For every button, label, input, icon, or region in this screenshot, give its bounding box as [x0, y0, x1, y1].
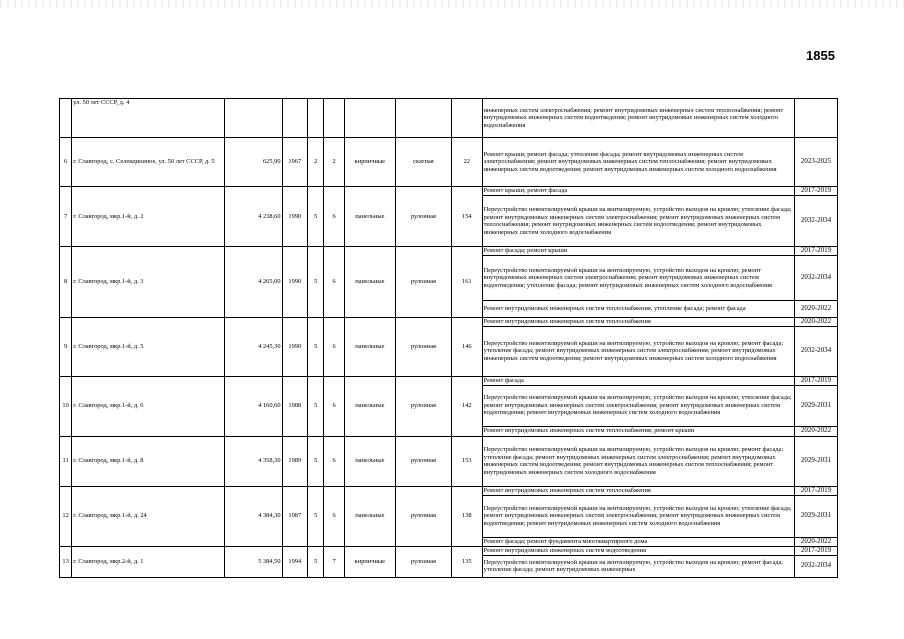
period-cell: 2017-2019 [795, 546, 838, 555]
period-cell: 2020-2022 [795, 426, 838, 436]
repair-works-cell: Переустройство невентилируемой крыши на вентилируемую, устройство выходов на кровлю; ремонт внутридомовых инженерных систем электроснабжения; ремонт внутридомовых инженерных систем водоотведения; утепление фасада; ремонт внутридомовых инженерных систем холодного водоснабжения [482, 256, 794, 301]
page-number: 1855 [806, 48, 835, 63]
repair-works-cell: Ремонт крыши; ремонт фасада [482, 187, 794, 196]
period-cell: 2032-2034 [795, 256, 838, 301]
table-row [60, 247, 838, 256]
repair-works-cell: Ремонт внутридомовых инженерных систем теплоснабжения [482, 486, 794, 495]
row-number: 9 [60, 318, 72, 377]
row-number: 13 [60, 546, 72, 577]
wall-material-cell: панельные [344, 187, 395, 247]
floors-cell [308, 99, 324, 138]
table-row [60, 187, 838, 196]
floors-cell: 5 [308, 546, 324, 577]
area-cell: 625,90 [225, 138, 282, 187]
period-cell: 2020-2022 [795, 301, 838, 318]
scan-edge-noise [0, 0, 904, 8]
area-cell: 4 160,60 [225, 376, 282, 436]
address-cell: г. Славгород, мкр.1-й, д. 5 [72, 318, 225, 377]
entrances-cell: 6 [324, 376, 344, 436]
address-cell: г. Славгород, с. Селекционное, ул. 50 лет СССР, д. 5 [72, 138, 225, 187]
year-cell: 1990 [282, 247, 308, 318]
repair-works-cell: Ремонт внутридомовых инженерных систем теплоснабжения [482, 318, 794, 327]
repair-works-cell: Переустройство невентилируемой крыши на вентилируемую, устройство выходов на кровлю; утепление фасада; ремонт внутридомовых инженерных систем электроснабжения; ремонт внутридомовых инженерных систем водоотведения; ремонт внутридомовых инженерных систем холодного водоснабжения [482, 495, 794, 537]
floors-cell: 5 [308, 376, 324, 436]
wall-material-cell: панельные [344, 376, 395, 436]
repair-works-cell: Ремонт внутридомовых инженерных систем водоотведения [482, 546, 794, 555]
residents-cell: 135 [452, 546, 483, 577]
roof-type-cell: рулонная [395, 318, 451, 377]
roof-type-cell: рулонная [395, 436, 451, 486]
area-cell [225, 99, 282, 138]
floors-cell: 5 [308, 187, 324, 247]
address-cell: г. Славгород, мкр.1-й, д. 3 [72, 247, 225, 318]
floors-cell: 5 [308, 436, 324, 486]
year-cell: 1987 [282, 486, 308, 546]
entrances-cell: 6 [324, 436, 344, 486]
period-cell: 2032-2034 [795, 196, 838, 247]
area-cell: 4 358,30 [225, 436, 282, 486]
wall-material-cell: панельные [344, 318, 395, 377]
roof-type-cell: скатная [395, 138, 451, 187]
residents-cell: 161 [452, 247, 483, 318]
table-row [60, 99, 838, 138]
floors-cell: 5 [308, 486, 324, 546]
repair-works-cell: Ремонт внутридомовых инженерных систем теплоснабжения, утепление фасада; ремонт фасада [482, 301, 794, 318]
period-cell: 2017-2019 [795, 486, 838, 495]
period-cell: 2032-2034 [795, 555, 838, 577]
entrances-cell [324, 99, 344, 138]
repair-works-cell: Переустройство невентилируемой крыши на вентилируемую, устройство выходов на кровлю; ремонт фасада; утепление фасада; ремонт внутридомовых инженерных систем электроснабжения; ремонт внутридомовых инженерных систем водоотведения; ремонт внутридомовых инженерных систем холодного водоснабжения [482, 326, 794, 376]
repair-works-cell: Переустройство невентилируемой крыши на вентилируемую, устройство выходов на кровлю; ремонт фасада; утепление фасада; ремонт внутридомовых инженерных систем электроснабжения; ремонт внутридомовых инженерных систем водоотведения; ремонт внутридомовых инженерных систем теплоснабжения; ремонт внутридомовых инженерных систем холодного водоснабжения [482, 436, 794, 486]
roof-type-cell: рулонная [395, 486, 451, 546]
area-cell: 4 384,30 [225, 486, 282, 546]
roof-type-cell: рулонная [395, 187, 451, 247]
period-cell: 2020-2022 [795, 537, 838, 546]
year-cell: 1990 [282, 187, 308, 247]
year-cell: 1989 [282, 436, 308, 486]
capital-repair-table [59, 98, 838, 578]
period-cell: 2017-2019 [795, 187, 838, 196]
wall-material-cell: панельные [344, 486, 395, 546]
residents-cell: 142 [452, 376, 483, 436]
address-cell: г. Славгород, мкр.2-й, д. 1 [72, 546, 225, 577]
row-number: 11 [60, 436, 72, 486]
entrances-cell: 6 [324, 247, 344, 318]
table-row [60, 436, 838, 486]
floors-cell: 5 [308, 318, 324, 377]
period-cell: 2029-2031 [795, 495, 838, 537]
year-cell: 1994 [282, 546, 308, 577]
repair-works-cell: Переустройство невентилируемой крыши на вентилируемую, устройство выходов на кровлю; утепление фасада; ремонт внутридомовых инженерных систем электроснабжения; ремонт внутридомовых инженерных систем водоотведения; ремонт внутридомовых инженерных систем холодного водоснабжения [482, 385, 794, 426]
period-cell: 2023-2025 [795, 138, 838, 187]
wall-material-cell: кирпичные [344, 546, 395, 577]
entrances-cell: 6 [324, 318, 344, 377]
area-cell: 4 245,30 [225, 318, 282, 377]
wall-material-cell: кирпичные [344, 138, 395, 187]
repair-works-cell: Ремонт фасада; ремонт фундамента многоквартирного дома [482, 537, 794, 546]
repair-works-cell: Ремонт фасада; ремонт крыши [482, 247, 794, 256]
year-cell: 1967 [282, 138, 308, 187]
roof-type-cell: рулонная [395, 546, 451, 577]
entrances-cell: 6 [324, 187, 344, 247]
area-cell: 4 238,60 [225, 187, 282, 247]
roof-type-cell [395, 99, 451, 138]
area-cell: 5 384,50 [225, 546, 282, 577]
row-number: 7 [60, 187, 72, 247]
wall-material-cell: панельные [344, 436, 395, 486]
entrances-cell: 6 [324, 486, 344, 546]
year-cell [282, 99, 308, 138]
table-row [60, 546, 838, 555]
residents-cell: 22 [452, 138, 483, 187]
residents-cell: 153 [452, 436, 483, 486]
residents-cell: 138 [452, 486, 483, 546]
year-cell: 1990 [282, 318, 308, 377]
repair-works-cell: Переустройство невентилируемой крыши на вентилируемую, устройство выходов на кровлю; ремонт фасада; утепление фасада; ремонт внутридомовых инженерных [482, 555, 794, 577]
address-cell: г. Славгород, мкр.1-й, д. 24 [72, 486, 225, 546]
period-cell: 2029-2031 [795, 436, 838, 486]
entrances-cell: 7 [324, 546, 344, 577]
row-number: 10 [60, 376, 72, 436]
residents-cell: 154 [452, 187, 483, 247]
repair-works-cell: Переустройство невентилируемой крыши на вентилируемую, устройство выходов на кровлю; утепление фасада; ремонт внутридомовых инженерных систем электроснабжения; ремонт внутридомовых инженерных систем теплоснабжения; ремонт внутридомовых инженерных систем водоотведения; ремонт внутридомовых инженерных систем холодного водоснабжения [482, 196, 794, 247]
entrances-cell: 2 [324, 138, 344, 187]
row-number: 8 [60, 247, 72, 318]
table-row [60, 376, 838, 385]
year-cell: 1988 [282, 376, 308, 436]
address-cell: г. Славгород, мкр.1-й, д. 2 [72, 187, 225, 247]
residents-cell [452, 99, 483, 138]
area-cell: 4 265,00 [225, 247, 282, 318]
roof-type-cell: рулонная [395, 376, 451, 436]
table-row [60, 318, 838, 327]
period-cell [795, 99, 838, 138]
wall-material-cell: панельные [344, 247, 395, 318]
row-number: 6 [60, 138, 72, 187]
period-cell: 2020-2022 [795, 318, 838, 327]
residents-cell: 146 [452, 318, 483, 377]
period-cell: 2032-2034 [795, 326, 838, 376]
repair-works-cell: инженерных систем электроснабжения; ремонт внутридомовых инженерных систем теплоснабжения; ремонт внутридомовых инженерных систем водоотведения; ремонт внутридомовых инженерных систем холодного водоснабжения [482, 99, 794, 138]
repair-works-cell: Ремонт фасада [482, 376, 794, 385]
floors-cell: 2 [308, 138, 324, 187]
address-cell: г. Славгород, мкр.1-й, д. 8 [72, 436, 225, 486]
table-row [60, 486, 838, 495]
wall-material-cell [344, 99, 395, 138]
address-cell: ул. 50 лет СССР, д. 4 [72, 99, 225, 138]
repair-works-cell: Ремонт крыши; ремонт фасада; утепление фасада; ремонт внутридомовых инженерных систем электроснабжения; ремонт внутридомовых инженерных систем теплоснабжения; ремонт внутридомовых инженерных систем водоотведения; ремонт внутридомовых инженерных систем холодного водоснабжения [482, 138, 794, 187]
period-cell: 2029-2031 [795, 385, 838, 426]
period-cell: 2017-2019 [795, 376, 838, 385]
floors-cell: 5 [308, 247, 324, 318]
address-cell: г. Славгород, мкр.1-й, д. 6 [72, 376, 225, 436]
table-row [60, 138, 838, 187]
roof-type-cell: рулонная [395, 247, 451, 318]
row-number [60, 99, 72, 138]
period-cell: 2017-2019 [795, 247, 838, 256]
row-number: 12 [60, 486, 72, 546]
repair-works-cell: Ремонт внутридомовых инженерных систем теплоснабжения; ремонт крыши [482, 426, 794, 436]
